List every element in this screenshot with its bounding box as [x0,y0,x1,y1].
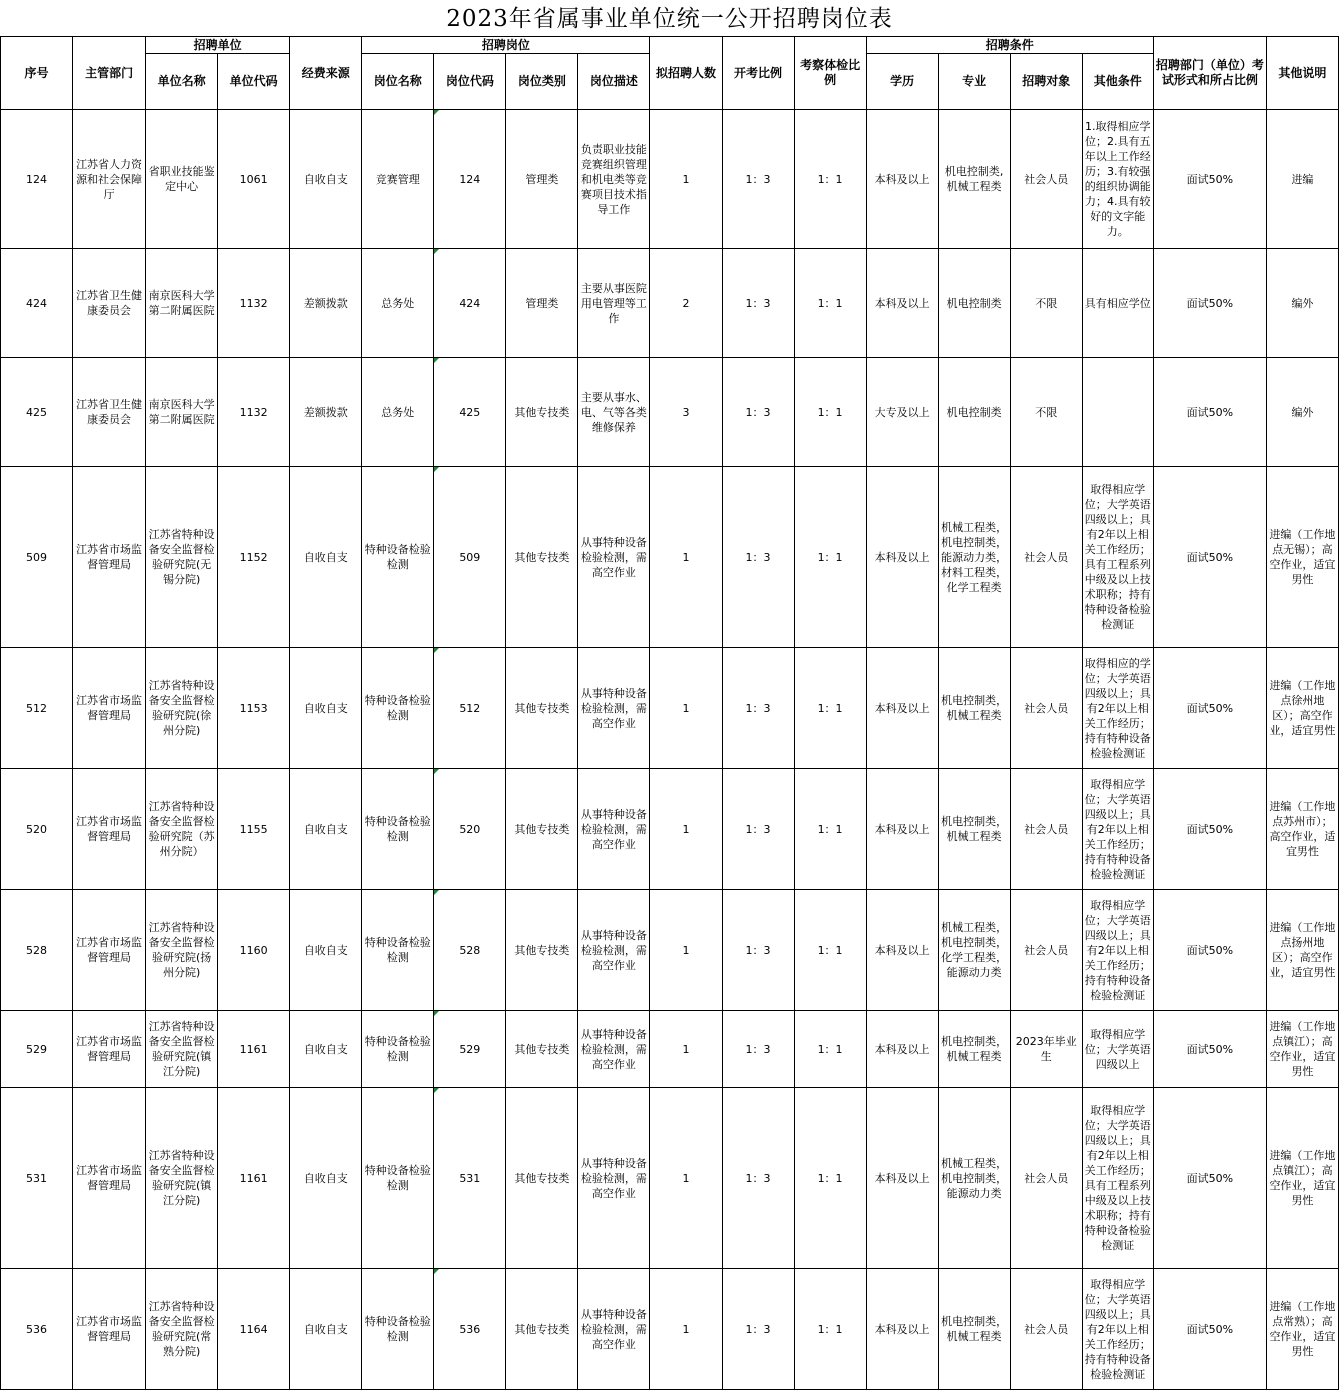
cell-exam-form: 面试50% [1153,249,1266,358]
cell-ratio: 1：3 [722,110,794,249]
cell-funding: 自收自支 [290,769,362,890]
cell-unit-name: 南京医科大学第二附属医院 [146,358,218,467]
cell-ratio: 1：3 [722,890,794,1011]
cell-target: 社会人员 [1010,110,1082,249]
cell-target: 社会人员 [1010,769,1082,890]
cell-notes: 进编（工作地点镇江）；高空作业，适宜男性 [1266,1011,1338,1088]
cell-dept: 江苏省市场监督管理局 [73,1269,146,1390]
cell-other-cond: 取得相应学位；大学英语四级以上；具有2年以上相关工作经历；具有工程系列中级及以上技术职称；持有特种设备检验检测证 [1082,1088,1153,1269]
cell-exam-ratio: 1：1 [794,1011,866,1088]
header-target: 招聘对象 [1010,54,1082,110]
cell-post-code: 528 [434,890,506,1011]
cell-post-type: 管理类 [506,249,578,358]
header-other-cond: 其他条件 [1082,54,1153,110]
cell-exam-ratio: 1：1 [794,467,866,648]
cell-count: 1 [650,1269,722,1390]
cell-notes: 进编（工作地点常熟）；高空作业，适宜男性 [1266,1269,1338,1390]
cell-dept: 江苏省市场监督管理局 [73,648,146,769]
cell-major: 机电控制类，机械工程类 [938,1269,1010,1390]
cell-unit-name: 江苏省特种设备安全监督检验研究院(镇江分院) [146,1088,218,1269]
header-dept: 主管部门 [73,37,146,110]
cell-edu: 本科及以上 [866,1011,938,1088]
cell-post-desc: 从事特种设备检验检测，需高空作业 [578,467,650,648]
header-post-desc: 岗位描述 [578,54,650,110]
cell-exam-ratio: 1：1 [794,769,866,890]
cell-edu: 本科及以上 [866,110,938,249]
cell-post-name: 特种设备检验检测 [362,769,434,890]
cell-post-desc: 从事特种设备检验检测，需高空作业 [578,1269,650,1390]
header-unit-code: 单位代码 [218,54,290,110]
cell-exam-form: 面试50% [1153,358,1266,467]
cell-other-cond: 取得相应学位；大学英语四级以上；具有2年以上相关工作经历；具有工程系列中级及以上技术职称；持有特种设备检验检测证 [1082,467,1153,648]
cell-other-cond: 取得相应学位；大学英语四级以上 [1082,1011,1153,1088]
cell-other-cond: 取得相应学位；大学英语四级以上；具有2年以上相关工作经历；持有特种设备检验检测证 [1082,1269,1153,1390]
cell-dept: 江苏省市场监督管理局 [73,890,146,1011]
cell-funding: 自收自支 [290,1269,362,1390]
header-cond-group: 招聘条件 [866,37,1153,54]
cell-funding: 自收自支 [290,110,362,249]
cell-target: 不限 [1010,358,1082,467]
header-exam-ratio: 考察体检比例 [794,37,866,110]
cell-unit-code: 1132 [218,249,290,358]
cell-post-name: 特种设备检验检测 [362,648,434,769]
cell-post-name: 特种设备检验检测 [362,467,434,648]
cell-count: 1 [650,769,722,890]
cell-major: 机电控制类，机械工程类 [938,648,1010,769]
cell-exam-ratio: 1：1 [794,110,866,249]
cell-edu: 本科及以上 [866,890,938,1011]
table-row [1,648,1339,769]
cell-post-code: 536 [434,1269,506,1390]
cell-target: 社会人员 [1010,467,1082,648]
cell-notes: 进编（工作地点苏州市）；高空作业，适宜男性 [1266,769,1338,890]
cell-major: 机电控制类 [938,358,1010,467]
cell-count: 1 [650,1011,722,1088]
cell-exam-ratio: 1：1 [794,249,866,358]
cell-exam-form: 面试50% [1153,769,1266,890]
cell-unit-name: 江苏省特种设备安全监督检验研究院(徐州分院) [146,648,218,769]
table-row [1,358,1339,467]
cell-count: 1 [650,1088,722,1269]
cell-post-type: 其他专技类 [506,467,578,648]
header-unit-group: 招聘单位 [146,37,290,54]
cell-post-code: 520 [434,769,506,890]
cell-notes: 进编（工作地点无锡）；高空作业，适宜男性 [1266,467,1338,648]
cell-unit-name: 省职业技能鉴定中心 [146,110,218,249]
cell-seq: 536 [1,1269,73,1390]
cell-exam-form: 面试50% [1153,648,1266,769]
header-funding: 经费来源 [290,37,362,110]
cell-target: 社会人员 [1010,648,1082,769]
cell-post-desc: 主要从事水、电、气等各类维修保养 [578,358,650,467]
cell-post-code: 124 [434,110,506,249]
cell-exam-ratio: 1：1 [794,358,866,467]
cell-notes: 进编（工作地点镇江）；高空作业，适宜男性 [1266,1088,1338,1269]
cell-exam-form: 面试50% [1153,1088,1266,1269]
cell-major: 机械工程类，机电控制类，能源动力类，材料工程类，化学工程类 [938,467,1010,648]
cell-post-desc: 从事特种设备检验检测，需高空作业 [578,769,650,890]
table-row [1,769,1339,890]
recruitment-table [0,36,1339,1390]
cell-exam-form: 面试50% [1153,890,1266,1011]
table-body [1,110,1339,1390]
cell-exam-form: 面试50% [1153,467,1266,648]
page-title: 2023年省属事业单位统一公开招聘岗位表 [446,6,893,32]
cell-notes: 进编（工作地点徐州地区）；高空作业，适宜男性 [1266,648,1338,769]
cell-post-name: 特种设备检验检测 [362,1088,434,1269]
cell-seq: 528 [1,890,73,1011]
cell-post-name: 总务处 [362,249,434,358]
cell-unit-name: 南京医科大学第二附属医院 [146,249,218,358]
cell-ratio: 1：3 [722,358,794,467]
cell-post-type: 其他专技类 [506,769,578,890]
header-exam-form: 招聘部门（单位）考试形式和所占比例 [1153,37,1266,110]
cell-post-desc: 从事特种设备检验检测，需高空作业 [578,648,650,769]
cell-unit-code: 1061 [218,110,290,249]
table-row [1,1011,1339,1088]
cell-post-code: 509 [434,467,506,648]
cell-seq: 124 [1,110,73,249]
cell-ratio: 1：3 [722,467,794,648]
cell-major: 机械工程类，机电控制类，化学工程类，能源动力类 [938,890,1010,1011]
cell-dept: 江苏省人力资源和社会保障厅 [73,110,146,249]
header-post-type: 岗位类别 [506,54,578,110]
cell-notes: 编外 [1266,358,1338,467]
cell-other-cond: 取得相应学位；大学英语四级以上；具有2年以上相关工作经历；持有特种设备检验检测证 [1082,890,1153,1011]
cell-post-code: 425 [434,358,506,467]
cell-post-desc: 从事特种设备检验检测，需高空作业 [578,1011,650,1088]
cell-post-name: 特种设备检验检测 [362,890,434,1011]
header-count: 拟招聘人数 [650,37,722,110]
cell-unit-name: 江苏省特种设备安全监督检验研究院(镇江分院) [146,1011,218,1088]
cell-other-cond: 取得相应学位；大学英语四级以上；具有2年以上相关工作经历；持有特种设备检验检测证 [1082,769,1153,890]
cell-major: 机电控制类 [938,249,1010,358]
cell-edu: 大专及以上 [866,358,938,467]
cell-edu: 本科及以上 [866,1269,938,1390]
cell-post-code: 529 [434,1011,506,1088]
cell-count: 1 [650,648,722,769]
cell-post-desc: 从事特种设备检验检测，需高空作业 [578,890,650,1011]
cell-count: 1 [650,467,722,648]
cell-major: 机械工程类，机电控制类，能源动力类 [938,1088,1010,1269]
cell-other-cond: 取得相应的学位；大学英语四级以上；具有2年以上相关工作经历；持有特种设备检验检测证 [1082,648,1153,769]
table-row [1,1269,1339,1390]
cell-unit-code: 1132 [218,358,290,467]
cell-notes: 进编（工作地点扬州地区）；高空作业，适宜男性 [1266,890,1338,1011]
cell-post-type: 其他专技类 [506,1088,578,1269]
cell-seq: 509 [1,467,73,648]
cell-exam-form: 面试50% [1153,1011,1266,1088]
cell-edu: 本科及以上 [866,769,938,890]
cell-seq: 531 [1,1088,73,1269]
cell-funding: 自收自支 [290,890,362,1011]
header-notes: 其他说明 [1266,37,1338,110]
cell-post-code: 424 [434,249,506,358]
table-row [1,1088,1339,1269]
cell-post-type: 其他专技类 [506,1269,578,1390]
cell-funding: 自收自支 [290,1088,362,1269]
cell-post-desc: 负责职业技能竞赛组织管理和机电类等竞赛项目技术指导工作 [578,110,650,249]
cell-count: 1 [650,890,722,1011]
cell-ratio: 1：3 [722,769,794,890]
cell-seq: 520 [1,769,73,890]
cell-other-cond: 1.取得相应学位；2.具有五年以上工作经历；3.有较强的组织协调能力；4.具有较好的文字能力。 [1082,110,1153,249]
cell-post-type: 其他专技类 [506,1011,578,1088]
cell-dept: 江苏省市场监督管理局 [73,1088,146,1269]
cell-target: 社会人员 [1010,1269,1082,1390]
cell-seq: 512 [1,648,73,769]
cell-target: 社会人员 [1010,890,1082,1011]
cell-exam-ratio: 1：1 [794,648,866,769]
cell-unit-name: 江苏省特种设备安全监督检验研究院(无锡分院) [146,467,218,648]
cell-post-desc: 主要从事医院用电管理等工作 [578,249,650,358]
cell-dept: 江苏省市场监督管理局 [73,1011,146,1088]
header-unit-name: 单位名称 [146,54,218,110]
cell-other-cond [1082,358,1153,467]
cell-unit-code: 1155 [218,769,290,890]
cell-major: 机电控制类,机械工程类 [938,110,1010,249]
cell-dept: 江苏省卫生健康委员会 [73,249,146,358]
cell-dept: 江苏省卫生健康委员会 [73,358,146,467]
cell-seq: 424 [1,249,73,358]
cell-edu: 本科及以上 [866,648,938,769]
cell-exam-form: 面试50% [1153,110,1266,249]
cell-target: 社会人员 [1010,1088,1082,1269]
cell-dept: 江苏省市场监督管理局 [73,769,146,890]
cell-exam-form: 面试50% [1153,1269,1266,1390]
header-ratio: 开考比例 [722,37,794,110]
cell-unit-name: 江苏省特种设备安全监督检验研究院(扬州分院) [146,890,218,1011]
header-post-code: 岗位代码 [434,54,506,110]
table-row [1,467,1339,648]
cell-post-type: 其他专技类 [506,358,578,467]
cell-seq: 529 [1,1011,73,1088]
cell-other-cond: 具有相应学位 [1082,249,1153,358]
cell-exam-ratio: 1：1 [794,1088,866,1269]
cell-unit-code: 1160 [218,890,290,1011]
cell-notes: 编外 [1266,249,1338,358]
cell-edu: 本科及以上 [866,467,938,648]
cell-major: 机电控制类，机械工程类 [938,1011,1010,1088]
header-seq: 序号 [1,37,73,110]
cell-funding: 自收自支 [290,467,362,648]
table-row [1,890,1339,1011]
cell-exam-ratio: 1：1 [794,890,866,1011]
header-major: 专业 [938,54,1010,110]
cell-post-type: 管理类 [506,110,578,249]
cell-post-name: 特种设备检验检测 [362,1269,434,1390]
cell-post-name: 总务处 [362,358,434,467]
cell-ratio: 1：3 [722,648,794,769]
cell-post-type: 其他专技类 [506,648,578,769]
table-row [1,110,1339,249]
cell-post-name: 特种设备检验检测 [362,1011,434,1088]
table-row [1,249,1339,358]
cell-unit-code: 1161 [218,1088,290,1269]
cell-edu: 本科及以上 [866,1088,938,1269]
header-post-name: 岗位名称 [362,54,434,110]
cell-target: 2023年毕业生 [1010,1011,1082,1088]
cell-unit-code: 1153 [218,648,290,769]
cell-dept: 江苏省市场监督管理局 [73,467,146,648]
header-edu: 学历 [866,54,938,110]
cell-post-desc: 从事特种设备检验检测，需高空作业 [578,1088,650,1269]
cell-seq: 425 [1,358,73,467]
cell-ratio: 1：3 [722,1269,794,1390]
cell-major: 机电控制类，机械工程类 [938,769,1010,890]
cell-unit-code: 1164 [218,1269,290,1390]
cell-funding: 自收自支 [290,1011,362,1088]
cell-count: 2 [650,249,722,358]
cell-ratio: 1：3 [722,1011,794,1088]
cell-post-type: 其他专技类 [506,890,578,1011]
cell-post-code: 512 [434,648,506,769]
cell-post-code: 531 [434,1088,506,1269]
cell-count: 1 [650,110,722,249]
cell-funding: 自收自支 [290,648,362,769]
cell-funding: 差额拨款 [290,358,362,467]
cell-edu: 本科及以上 [866,249,938,358]
cell-target: 不限 [1010,249,1082,358]
cell-ratio: 1：3 [722,1088,794,1269]
cell-unit-code: 1152 [218,467,290,648]
cell-unit-name: 江苏省特种设备安全监督检验研究院(常熟分院) [146,1269,218,1390]
cell-exam-ratio: 1：1 [794,1269,866,1390]
cell-funding: 差额拨款 [290,249,362,358]
header-post-group: 招聘岗位 [362,37,650,54]
cell-notes: 进编 [1266,110,1338,249]
cell-unit-code: 1161 [218,1011,290,1088]
cell-count: 3 [650,358,722,467]
cell-post-name: 竞赛管理 [362,110,434,249]
cell-ratio: 1：3 [722,249,794,358]
cell-unit-name: 江苏省特种设备安全监督检验研究院（苏州分院） [146,769,218,890]
